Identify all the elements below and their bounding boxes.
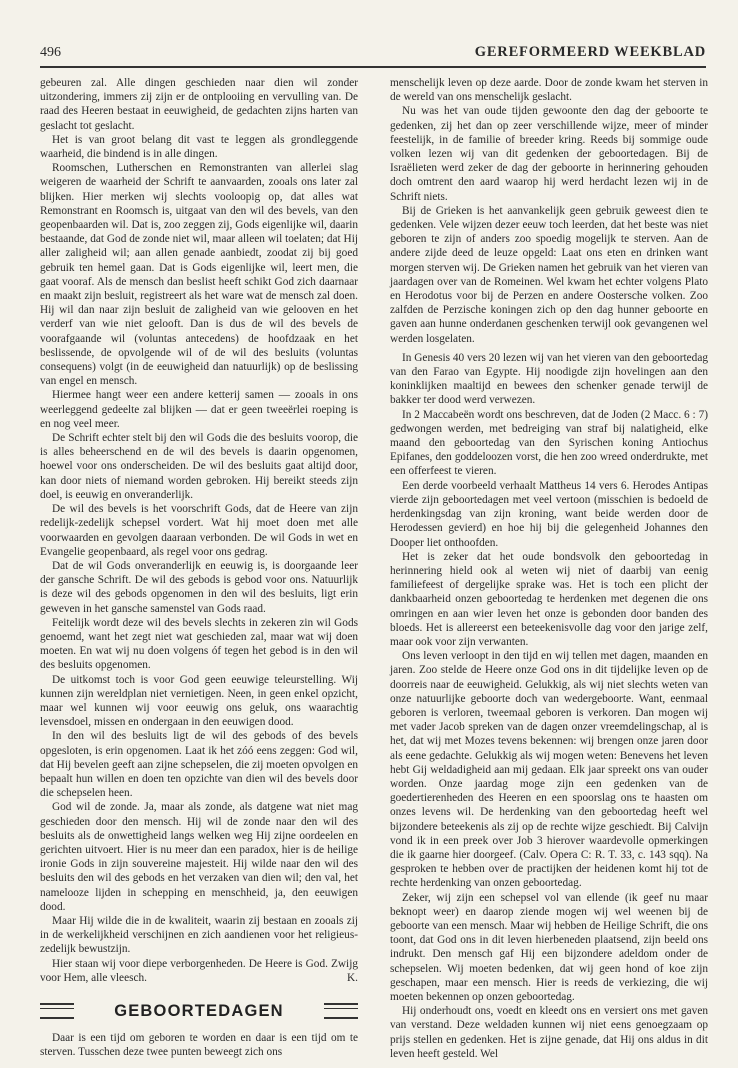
decorative-rule-left (40, 1003, 74, 1019)
section-title: GEBOORTEDAGEN (114, 1001, 284, 1020)
paragraph: Het is zeker dat het oude bondsvolk den geboortedag in herinnering hield ook al weten wij niet of daarbij van eenig familiefeest of dergelijke sprake was. Het is toch een plicht der dankbaarheid onzen geboortedag te herdenken met degenen die ons omringen en aan wier leven het onze is gebonden door banden des bloeds. Het is allereerst een beteekenisvolle dag voor den jarige zelf, maar ook voor zijn verwanten. (390, 550, 708, 648)
paragraph: Het is van groot belang dit vast te leggen als grondleggende waarheid, die bindend is in alle dingen. (40, 133, 358, 161)
page-number: 496 (40, 45, 61, 60)
paragraph: menschelijk leven op deze aarde. Door de zonde kwam het sterven in de wereld van ons menschelijk geslacht. (390, 77, 708, 104)
paragraph: Bij de Grieken is het aanvankelijk geen gebruik geweest dien te gedenken. Vele wijzen dezer eeuw toch leerden, dat het beste was niet geboren te zijn of anders zoo spoedig mogelijk te sterven. Aan de andere zijde deed de leuze opgeld: Laat ons eten en drinken want morgen sterven wij. De Grieken namen het gebruik van het vieren van jaardagen over van de Romeinen. Wel kwam het echter volgens Plato en Herodotus voor bij de Perzen en andere Oostersche volken. Zoo zalfden de Perzische koningen zich op den dag hunner geboorte en gaven aan hunne onderdanen geschenken terwijl ook gevangenen wel werden losgelaten. (390, 204, 708, 345)
paragraph: Roomschen, Lutherschen en Remonstranten van allerlei slag weigeren de waarheid der Schrift te aanvaarden, zooals ons later zal blijken. Hier merken wij slechts vooloopig op, dat alles wat Remonstrant en Roomsch is, uitgaat van den wil des bevels, van den geopenbaarden wil. Dat is, zoo zeggen zij, Gods eigenlijke wil, daarin bestaande, dat God de zonde niet wil, maar alleen wil toelaten; dat Hij aller zaligheid wil; aan allen genade aanbiedt, zoodat zij bij goed gebruik ten hemel gaan. Dat is Gods eigenlijke wil, leert men, die gaat vooraf. Als de mensch dan beslist heeft schikt God zich daarnaar en maakt zijn besluit, registreert als het ware wat de mensch zal doen. Hij wil dan naar zijn besluit de zaligheid van wie gelooven en het verderf van wie niet gelooft. Dan is dus de wil des bevels de voorafgaande wil (voluntas antecedens) de hoofdzaak en het beslissende, de opvolgende wil of de wil des besluits (voluntas consequens) volgt (in de eeuwigheid dan natuurlijk) op de beslissing van engel en mensch. (40, 162, 358, 388)
author-initial: K. (347, 971, 358, 984)
paragraph: Feitelijk wordt deze wil des bevels slechts in zekeren zin wil Gods genoemd, want het zegt niet wat geschieden zal, maar wat wij doen moeten. En wat wij nu doen volgens óf tegen het gebod is in den wil des besluits opgenomen. (40, 616, 358, 672)
paragraph: In Genesis 40 vers 20 lezen wij van het vieren van den geboortedag van den Farao van Egypte. Hij noodigde zijn hovelingen aan den koninklijken maaltijd en bewees den schenker genade terwijl de bakker ter dood werd verwezen. (390, 351, 708, 407)
journal-title: GEREFORMEERD WEEKBLAD (474, 44, 706, 60)
paragraph: In 2 Maccabeën wordt ons beschreven, dat de Joden (2 Macc. 6 : 7) gedwongen werden, met bedreiging van straf bij nalatigheid, elke maand den geboortedag van den Syrischen koning Antiochus Epifanes, den goddeloozen vorst, die hen zoo wreed onderdrukte, met een offerfeest te vieren. (390, 408, 708, 478)
paragraph: In den wil des besluits ligt de wil des gebods of des bevels opgesloten, is erin opgenomen. Laat ik het zóó eens zeggen: God wil, dat Hij bevelen geeft aan zijne schepselen, die zij moeten opvolgen en bepaalt hun willen en doen ten opzichte van dien wil des bevels door die schepselen heen. (40, 730, 358, 800)
paragraph: Nu was het van oude tijden gewoonte den dag der geboorte te gedenken, zij het dan op zeer verschillende wijze, meer of minder feestelijk, in de familie of breeder kring. Reeds bij sommige oude volken lezen wij van dit gedenken der geboortedagen. Bij de Israëlieten werd zeker de dag der geboorte in herinnering gehouden doch omtrent den aard waarop hij werd herdacht lezen wij in de Schrift niets. (390, 105, 708, 203)
paragraph: De wil des bevels is het voorschrift Gods, dat de Heere van zijn redelijk-zedelijk schepsel vordert. Wat hij moet doen met alle voorwaarden en gevolgen daaraan verbonden. De wil Gods in wet en Evangelie geopenbaard, als regel voor ons gedrag. (40, 503, 358, 558)
closing-line: Hier staan wij voor diepe verborgenheden. De Heere is God. Zwijg voor Hem, alle vleesch. (40, 957, 358, 984)
page-header (40, 44, 706, 68)
right-column (390, 76, 708, 1061)
paragraph: Maar Hij wilde die in de kwaliteit, waarin zij bestaan en zooals zij in de werkelijkheid verschijnen en zich aandienen voor het religieus-zedelijk bewustzijn. (40, 914, 358, 956)
paragraph: De uitkomst toch is voor God geen eeuwige teleurstelling. Wij kunnen zijn wereldplan niet vernietigen. Neen, in geen enkel opzicht, maar wel kunnen wij voor eeuwig ons geluk, ons waarachtig levensdoel, missen en ondergaan in den eeuwigen dood. (40, 673, 358, 729)
paragraph: God wil de zonde. Ja, maar als zonde, als datgene wat niet mag geschieden door den mensch. Hij wil de zonde naar den wil des besluits als de onwettigheid langs welken weg Hij zijne oordeelen en gerichten uitvoert. Hier is nu meer dan een paradox, hier is de heilige ironie Gods in zijn souvereine majesteit. Hij wilde naar den wil des besluits den wil des gebods en het verzaken van dien wil; den val, het namelooze lijden in schepping en menschheid, ja, den eeuwigen dood. (40, 801, 358, 913)
paragraph: Zeker, wij zijn een schepsel vol van ellende (ik geef nu maar beknopt weer) en daarop ziende mogen wij wel weenen bij de geboorte van een mensch. Maar wij hebben de Heilige Schrift, die ons toont, dat God ons in dit leven hierbeneden plaatsend, zijn beeld ons indrukt. Den mensch gaf Hij een bijzondere adeldom onder de schepselen. Wij moeten bedenken, dat wij geen hond of koe zijn geschapen, maar een mensch. Hier is reeds de verkiezing, die wij moeten bekennen op onzen geboortedag. (390, 891, 708, 1003)
section-intro: Daar is een tijd om geboren te worden en daar is een tijd om te sterven. Tusschen deze twee punten beweegt zich ons (40, 1032, 358, 1059)
paragraph: Hij onderhoudt ons, voedt en kleedt ons en versiert ons met gaven van verstand. Deze weldaden kunnen wij niet eens genoegzaam op prijs stellen en gedenken. Het is zijne genade, dat Hij ons aldus in dit leven heeft gesteld. Wel (390, 1005, 708, 1060)
paragraph: De Schrift echter stelt bij den wil Gods die des besluits voorop, die is alles beheerschend en de wil des bevels is daarin opgenomen, hoewel voor ons onderscheiden. De wil des besluits gaat altijd door, kan door niets of niemand worden gebroken. Hij bereikt steeds zijn doel, is eeuwig en onveranderlijk. (40, 432, 358, 501)
closing-paragraph (40, 957, 358, 985)
left-column (40, 76, 358, 1059)
decorative-rule-right (324, 1003, 358, 1019)
paragraph: Ons leven verloopt in den tijd en wij tellen met dagen, maanden en jaren. Zoo stelde de Heere onze God ons in dit tijdelijke leven op de doorreis naar de eeuwigheid. Gelukkig, als wij niet slechts weten van onze natuurlijke geboorte doch van wedergeboorte. Want, eenmaal geboren is verloren, tweemaal geboren is verkoren. Dan mogen wij met vader Jacob spreken van de dagen onzer vreemdelingschap, al is het, dat wij met Mozes tevens bekennen: wij brengen onze jaren door als eene gedachte. Gelukkig als wij mogen weten: Benevens het leven hebt Gij weldadigheid aan mij gedaan. Elk jaar spreekt ons van ouder worden. Onze jaardag moge zijn een gedenken van de goedertierenheden des Heeren en een spoorslag ons te haasten om onzes levens wil. De herdenking van den geboortedag heeft wel bijzondere beteekenis als zij op de rechte wijze geschiedt. Bij Calvijn vond ik in een preek over Job 3 hierover waardevolle opmerkingen die ik gaarne hier doorgeef. (Calv. Opera C: R. T. 33, c. 143 sqq). Na gesproken te hebben over de practijken der heidenen komt hij tot de rechte herdenking van onzen geboortedag. (390, 650, 708, 890)
paragraph: gebeuren zal. Alle dingen geschieden naar dien wil zonder uitzondering, immers zij zijn er de ontplooiing en vervulling van. De raad des Heeren bestaat in eeuwigheid, de gedachten zijns harten van geslacht tot geslacht. (40, 77, 358, 132)
paragraph: Dat de wil Gods onveranderlijk en eeuwig is, is doorgaande leer der gansche Schrift. De wil des gebods is gebod voor ons. Natuurlijk is deze wil des gebods opgenomen in den wil des besluits, ligt erin geweven in het gansche samenstel van Gods raad. (40, 559, 358, 615)
section-heading (40, 999, 358, 1023)
paragraph: Een derde voorbeeld verhaalt Mattheus 14 vers 6. Herodes Antipas vierde zijn geboortedagen met veel vertoon (misschien is bedoeld de herdenkingsdag van zijn kroning, want beide werden door de Herodessen gevierd) en hoe hij bij die gelegenheid Johannes den Dooper liet onthoofden. (390, 479, 708, 549)
paragraph: Hiermee hangt weer een andere ketterij samen — zooals in ons weerleggend gedeelte zal blijken — dat er geen tweeërlei roeping is en nog veel meer. (40, 389, 358, 430)
